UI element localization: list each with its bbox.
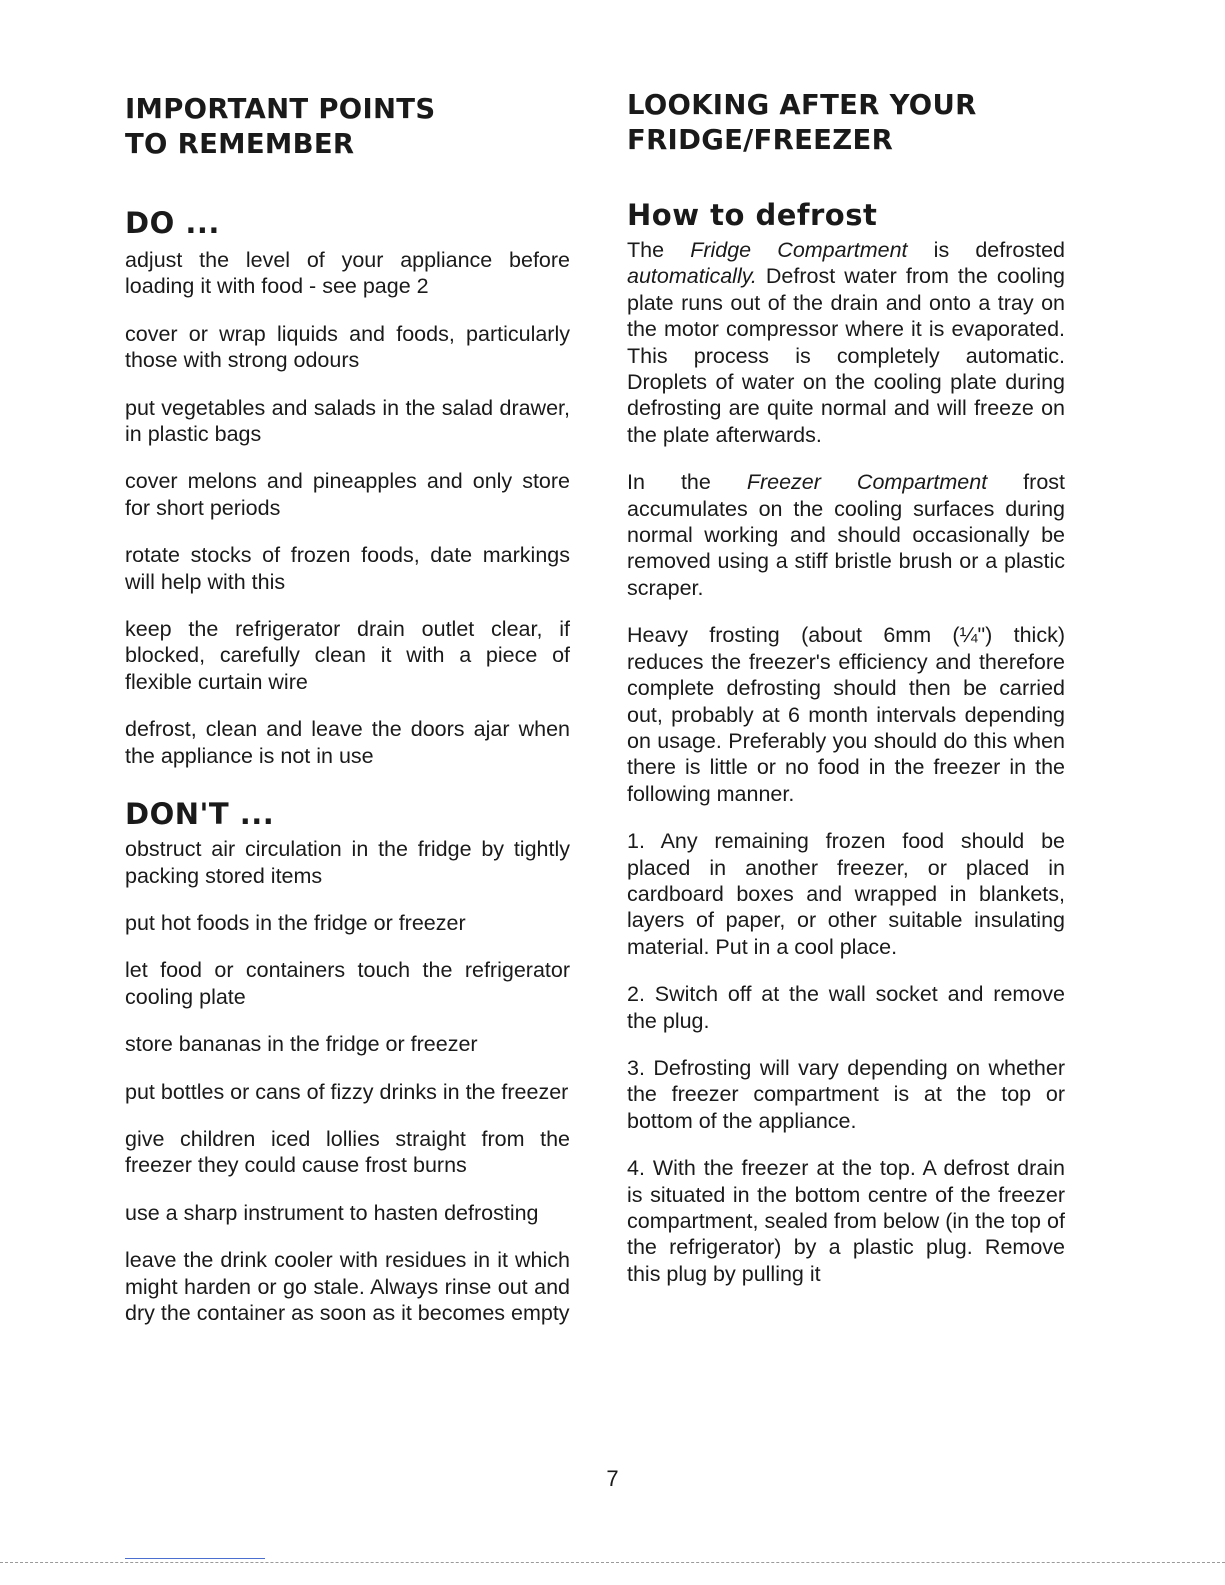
important-points-title [125,92,570,162]
do-item: adjust the level of your appliance before loading it with food - see page 2 [125,248,570,299]
text-run: frost accumulates on the cooling surfaces during normal working and should occasionally be removed using a stiff bristle brush or a plastic scraper. [627,470,1065,600]
scan-edge-mark [125,1558,265,1559]
dont-item: use a sharp instrument to hasten defrosting [125,1200,539,1225]
do-item: cover melons and pineapples and only store for short periods [125,469,570,520]
title-line: FRIDGE/FREEZER [627,124,894,156]
italic-term: Fridge Compartment [690,238,908,262]
dont-item: leave the drink cooler with residues in it which might harden or go stale. Always rinse out and dry the container as soon as it becomes empty [125,1248,570,1325]
text-run: Defrost water from the cooling plate runs out of the drain and onto a tray on the motor compressor where it is evaporated. This process is completely automatic. Droplets of water on the cooling plate during defrosting are quite normal and will freeze on the plate afterwards. [627,264,1065,447]
dont-item: store bananas in the fridge or freezer [125,1032,478,1057]
do-item: keep the refrigerator drain outlet clear, if blocked, carefully clean it with a piece of flexible curtain wire [125,617,570,694]
title-line: TO REMEMBER [125,128,355,160]
dont-item: give children iced lollies straight from the freezer they could cause frost burns [125,1126,570,1178]
do-item: cover or wrap liquids and foods, particularly those with strong odours [125,321,570,373]
text-run: In the [627,470,747,495]
fridge-compartment-paragraph [627,237,1065,448]
defrost-step: 4. With the freezer at the top. A defrost drain is situated in the bottom centre of the freezer compartment, sealed from below (in the top of the refrigerator) by a plastic plug. Remove this plug by pulling it [627,1156,1065,1286]
left-column [125,88,570,1347]
dont-item: let food or containers touch the refrigerator cooling plate [125,958,570,1009]
dont-list [125,836,570,1326]
defrost-step: 1. Any remaining frozen food should be placed in another freezer, or placed in cardboard boxes and wrapped in blankets, layers of paper, or other suitable insulating material. Put in a cool place. [627,829,1065,959]
text-run: is defrosted [907,238,1065,262]
page-number: 7 [606,1466,619,1491]
defrost-step: 2. Switch off at the wall socket and remove the plug. [627,982,1065,1033]
title-line: IMPORTANT POINTS [125,93,436,125]
heavy-frosting-paragraph: Heavy frosting (about 6mm (¼") thick) reduces the freezer's efficiency and therefore complete defrosting should then be carried out, probably at 6 month intervals depending on usage. Preferably you should do this when there is little or no food in the freezer in the following manner. [627,623,1065,806]
do-list [125,247,570,769]
title-line: LOOKING AFTER YOUR [627,89,977,121]
do-item: put vegetables and salads in the salad drawer, in plastic bags [125,395,570,447]
italic-term: Freezer Compartment [746,470,988,495]
freezer-compartment-paragraph [627,469,1065,601]
do-item: defrost, clean and leave the doors ajar when the appliance is not in use [125,717,570,768]
defrost-step: 3. Defrosting will vary depending on whether the freezer compartment is at the top or bottom of the appliance. [627,1055,1065,1133]
text-run: The [627,238,691,262]
dont-item: put hot foods in the fridge or freezer [125,910,466,935]
dont-item: put bottles or cans of fizzy drinks in the freezer [125,1079,569,1104]
looking-after-title [627,88,1065,158]
do-item: rotate stocks of frozen foods, date markings will help with this [125,543,570,594]
dont-item: obstruct air circulation in the fridge by tightly packing stored items [125,837,570,888]
dont-heading: DON'T ... [125,797,275,832]
do-heading: DO ... [125,206,220,240]
scan-edge-line [0,1562,1225,1563]
how-to-defrost-heading: How to defrost [627,198,878,232]
right-column [627,88,1065,1308]
italic-term: automatically. [627,264,757,289]
